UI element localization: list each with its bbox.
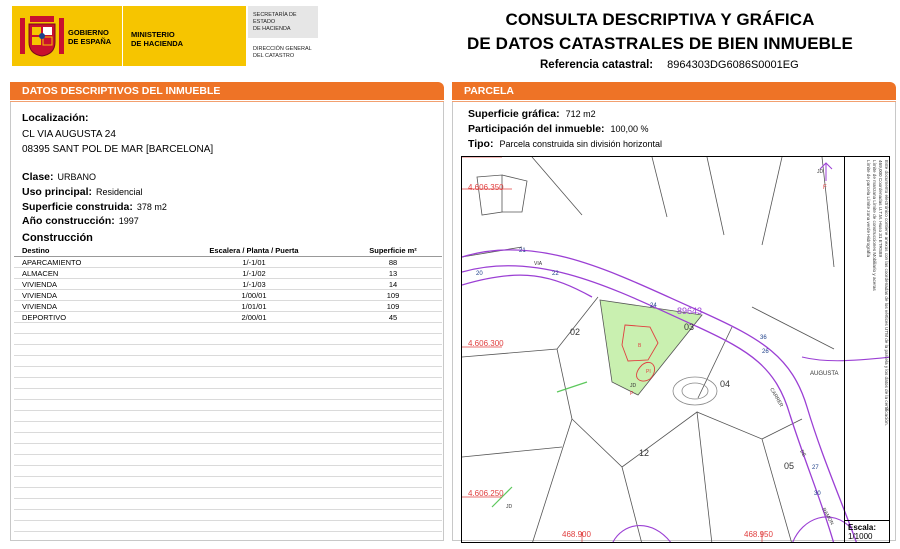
parcel-ref-label: 89643	[677, 306, 703, 316]
table-row	[14, 257, 442, 268]
table-row-empty	[14, 510, 442, 521]
cell-empty	[164, 521, 344, 532]
cell-empty	[14, 323, 164, 334]
cell-empty	[344, 422, 442, 433]
ministry-line-1: MINISTERIO	[131, 30, 175, 39]
coord-mid: 4.606.300	[468, 339, 504, 348]
cell-empty	[344, 323, 442, 334]
map-label-04: 04	[720, 379, 731, 389]
ministry-logo	[122, 6, 246, 66]
map-label-30: 30	[814, 491, 821, 497]
table-row	[14, 312, 442, 323]
cell-destino: VIVIENDA	[14, 301, 164, 312]
cell-empty	[344, 510, 442, 521]
cell-empty	[164, 488, 344, 499]
cell-empty	[344, 411, 442, 422]
parcel-superficie-value: 712 m2	[565, 109, 596, 119]
coord-bottom-right: 468.950	[744, 530, 773, 539]
table-row-empty	[14, 422, 442, 433]
map-label-21: 21	[519, 248, 526, 254]
legend-line-3: Límite de manzana Límite de construcciones Mobiliario y aceras	[872, 160, 877, 291]
scale-label: Escala:	[848, 523, 877, 532]
cell-empty	[14, 389, 164, 400]
cell-empty	[164, 378, 344, 389]
anio-row	[22, 211, 139, 229]
cell-superficie: 109	[344, 290, 442, 301]
legend-line-1: Este documento electrónico contiene anexos con las coordenadas de los vértices UTM de la parcela y los datos de la certificación.	[884, 160, 889, 426]
coord-top: 4.606.350	[468, 183, 504, 192]
cell-empty	[344, 499, 442, 510]
tipo-row	[468, 134, 662, 152]
table-row	[14, 290, 442, 301]
map-label-p: P	[630, 391, 634, 397]
cell-escalera: 1/00/01	[164, 290, 344, 301]
map-label-12: 12	[639, 448, 650, 458]
map-label-jd-1: JD	[817, 169, 824, 175]
table-row-empty	[14, 488, 442, 499]
cell-empty	[14, 334, 164, 345]
table-row-empty	[14, 378, 442, 389]
cell-escalera: 1/-1/03	[164, 279, 344, 290]
parcel-superficie-label: Superficie gráfica:	[468, 108, 560, 120]
map-label-22: 22	[552, 271, 559, 277]
cell-empty	[164, 356, 344, 367]
direccion-line-1: DIRECCIÓN GENERAL	[253, 46, 312, 52]
coord-low: 4.606.250	[468, 489, 504, 498]
cell-destino: VIVIENDA	[14, 290, 164, 301]
participacion-label: Participación del inmueble:	[468, 123, 605, 135]
map-label-augusta: AUGUSTA	[810, 371, 839, 377]
cell-escalera: 1/-1/01	[164, 257, 344, 268]
header-destino: Destino	[14, 245, 164, 257]
cell-escalera: 1/01/01	[164, 301, 344, 312]
cell-empty	[344, 455, 442, 466]
cell-destino: APARCAMIENTO	[14, 257, 164, 268]
cell-destino: VIVIENDA	[14, 279, 164, 290]
map-label-02: 02	[570, 327, 581, 337]
cell-empty	[164, 334, 344, 345]
section-header-descriptive: DATOS DESCRIPTIVOS DEL INMUEBLE	[10, 82, 444, 100]
title-line-2: DE DATOS CATASTRALES DE BIEN INMUEBLE	[467, 34, 853, 53]
uso-value: Residencial	[96, 187, 143, 197]
direccion-block	[248, 40, 318, 66]
tipo-value: Parcela construida sin división horizontal	[499, 139, 663, 149]
map-label-05: 05	[784, 461, 795, 471]
table-row-empty	[14, 345, 442, 356]
superficie-label: Superficie construida:	[22, 201, 133, 213]
map-label-ramon: RAMON	[820, 507, 835, 527]
direccion-line-2: DEL CATASTRO	[253, 53, 295, 59]
clase-value: URBANO	[57, 172, 97, 182]
cell-empty	[14, 433, 164, 444]
cell-destino: ALMACEN	[14, 268, 164, 279]
cell-empty	[14, 411, 164, 422]
table-row	[14, 301, 442, 312]
roundabout	[612, 526, 672, 543]
cell-empty	[164, 510, 344, 521]
cell-empty	[164, 389, 344, 400]
table-row-empty	[14, 389, 442, 400]
cell-empty	[344, 433, 442, 444]
location-line-2: 08395 SANT POL DE MAR [BARCELONA]	[22, 144, 214, 155]
cell-empty	[344, 367, 442, 378]
map-label-via: VIA	[534, 261, 543, 267]
coat-of-arms-icon	[20, 12, 64, 60]
anio-value: 1997	[118, 216, 139, 226]
uso-label: Uso principal:	[22, 186, 93, 198]
location-label: Localización:	[22, 112, 89, 124]
cell-empty	[344, 521, 442, 532]
table-row-empty	[14, 323, 442, 334]
map-label-carrer: CARRER	[768, 387, 785, 409]
clase-label: Clase:	[22, 171, 54, 183]
cell-empty	[164, 466, 344, 477]
title-line-1: CONSULTA DESCRIPTIVA Y GRÁFICA	[505, 10, 815, 29]
map-label-24: 24	[650, 303, 657, 309]
table-row-empty	[14, 477, 442, 488]
table-row-empty	[14, 411, 442, 422]
cell-empty	[164, 433, 344, 444]
cell-superficie: 109	[344, 301, 442, 312]
header-superficie: Superficie m²	[344, 245, 442, 257]
table-row	[14, 279, 442, 290]
cadastral-reference	[540, 59, 799, 71]
map-label-27: 27	[812, 465, 819, 471]
table-row-empty	[14, 521, 442, 532]
scale-box	[844, 520, 890, 543]
cadastral-map[interactable]	[461, 156, 890, 543]
cell-empty	[14, 499, 164, 510]
header-escalera: Escalera / Planta / Puerta	[164, 245, 344, 257]
ref-value: 8964303DG6086S0001EG	[667, 59, 799, 71]
section-header-parcel: PARCELA	[452, 82, 896, 100]
cell-empty	[344, 488, 442, 499]
cell-empty	[14, 455, 164, 466]
cell-empty	[164, 477, 344, 488]
cell-empty	[344, 389, 442, 400]
ref-label: Referencia catastral:	[540, 59, 654, 71]
cell-superficie: 88	[344, 257, 442, 268]
contour-2	[682, 383, 708, 399]
table-header-row	[14, 245, 442, 257]
road-corner	[792, 517, 852, 543]
map-label-26: 26	[762, 349, 769, 355]
table-row-empty	[14, 444, 442, 455]
cell-empty	[14, 521, 164, 532]
superficie-value: 378 m2	[136, 202, 167, 212]
construction-table	[14, 245, 442, 532]
anio-label: Año construcción:	[22, 215, 115, 227]
cell-empty	[14, 367, 164, 378]
secretaria-line-2: DE HACIENDA	[253, 26, 291, 32]
map-legend	[844, 156, 890, 520]
tipo-label: Tipo:	[468, 138, 494, 150]
map-canvas	[462, 157, 890, 543]
map-label-20: 20	[476, 271, 483, 277]
map-label-36: 36	[760, 335, 767, 341]
table-row	[14, 268, 442, 279]
cell-empty	[14, 422, 164, 433]
cell-empty	[344, 477, 442, 488]
table-row-empty	[14, 400, 442, 411]
map-label-f: F	[823, 185, 827, 191]
cell-destino: DEPORTIVO	[14, 312, 164, 323]
cell-empty	[164, 345, 344, 356]
cell-empty	[344, 356, 442, 367]
gov-line-2: DE ESPAÑA	[68, 37, 112, 46]
cell-empty	[164, 400, 344, 411]
cell-empty	[164, 444, 344, 455]
cell-superficie: 13	[344, 268, 442, 279]
cell-empty	[344, 444, 442, 455]
cell-empty	[14, 466, 164, 477]
cell-empty	[164, 367, 344, 378]
cell-empty	[344, 466, 442, 477]
ministry-line-2: DE HACIENDA	[131, 39, 184, 48]
cell-empty	[14, 400, 164, 411]
map-label-jd-3: JD	[630, 383, 637, 389]
participacion-value: 100,00 %	[610, 124, 649, 134]
cell-empty	[344, 378, 442, 389]
map-label-jd-2: JD	[506, 504, 513, 510]
table-row-empty	[14, 466, 442, 477]
road-via-augusta	[462, 250, 857, 543]
map-label-pi: PI	[646, 369, 651, 375]
table-row-empty	[14, 433, 442, 444]
map-label-b: B	[638, 343, 642, 349]
table-row-empty	[14, 367, 442, 378]
map-label-de: DE	[798, 449, 807, 459]
cell-empty	[344, 345, 442, 356]
cell-empty	[164, 455, 344, 466]
cell-superficie: 14	[344, 279, 442, 290]
secretaria-block	[248, 6, 318, 38]
cell-empty	[14, 356, 164, 367]
legend-line-2: 469,000 Coordenadas U.T.M. Huso 31 ETRS89	[878, 160, 883, 258]
cell-escalera: 2/00/01	[164, 312, 344, 323]
coord-bottom-left: 468.900	[562, 530, 591, 539]
construction-title: Construcción	[22, 232, 93, 244]
existing-buildings	[477, 175, 527, 215]
cell-empty	[164, 323, 344, 334]
green-line-1	[557, 382, 587, 392]
cell-empty	[14, 488, 164, 499]
table-row-empty	[14, 499, 442, 510]
table-row-empty	[14, 334, 442, 345]
location-line-1: CL VIA AUGUSTA 24	[22, 129, 116, 140]
cell-empty	[164, 411, 344, 422]
cell-escalera: 1/-1/02	[164, 268, 344, 279]
government-logo	[12, 6, 122, 66]
table-row-empty	[14, 356, 442, 367]
cell-superficie: 45	[344, 312, 442, 323]
contour-1	[673, 377, 717, 405]
gov-line-1: GOBIERNO	[68, 28, 109, 37]
secretaria-line-1: SECRETARÍA DE ESTADO	[253, 12, 297, 25]
cell-empty	[14, 345, 164, 356]
cell-empty	[14, 477, 164, 488]
cell-empty	[344, 334, 442, 345]
table-row-empty	[14, 455, 442, 466]
cell-empty	[344, 400, 442, 411]
cell-empty	[14, 444, 164, 455]
cell-empty	[164, 499, 344, 510]
cell-empty	[14, 510, 164, 521]
page-title	[440, 8, 880, 56]
cell-empty	[14, 378, 164, 389]
scale-value: 1/1000	[848, 532, 873, 541]
legend-line-4: Límite de parcela Límite zona verde Hidrografía	[866, 160, 871, 258]
parcel-number-label: 03	[684, 322, 695, 332]
cell-empty	[164, 422, 344, 433]
